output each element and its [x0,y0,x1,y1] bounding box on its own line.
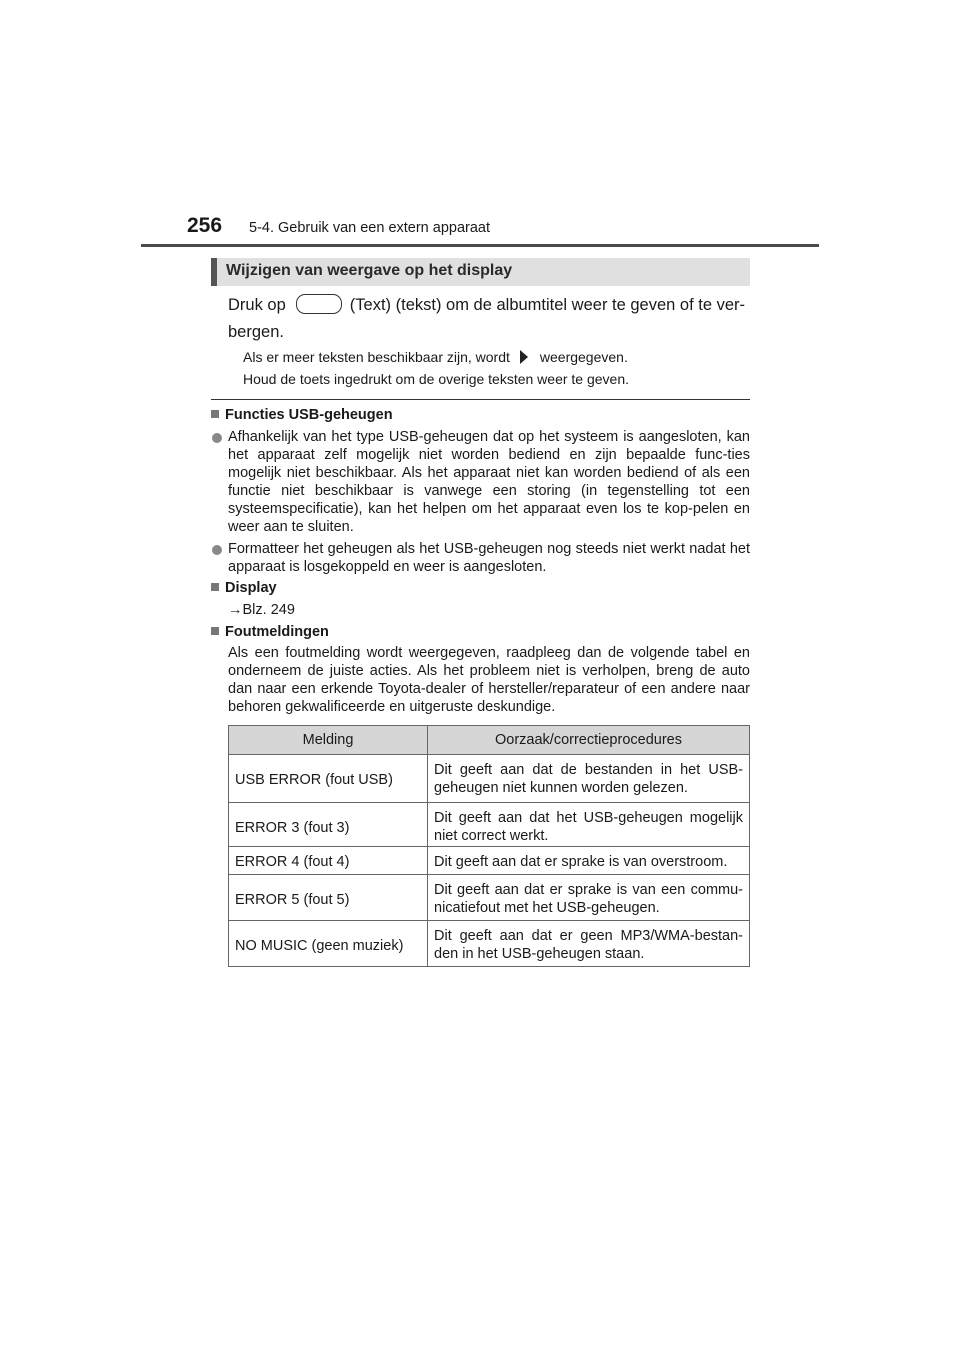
table-cell-cause: Dit geeft aan dat er geen MP3/WMA-bestan-den in het USB-geheugen staan. [428,921,750,967]
table-row [229,803,750,847]
table-cell-message: NO MUSIC (geen muziek) [229,921,428,967]
instruction-before: Druk op [228,296,286,314]
chapter-title: 5-4. Gebruik van een extern apparaat [249,220,491,236]
table-cell-cause: Dit geeft aan dat er sprake is van overstroom. [428,847,750,875]
header-rule [141,244,819,247]
display-page-ref[interactable]: →Blz. 249 [228,602,295,618]
table-cell-cause: Dit geeft aan dat er sprake is van een commu-nicatiefout met het USB-geheugen. [428,875,750,921]
table-row [229,755,750,803]
usb-note-heading [211,407,393,423]
table-cell-cause: Dit geeft aan dat de bestanden in het USB-geheugen niet kunnen worden gelezen. [428,755,750,803]
display-note-heading [211,580,277,596]
table-cell-message: ERROR 5 (fout 5) [229,875,428,921]
errors-note-text: Als een foutmelding wordt weergegeven, raadpleeg dan de volgende tabel en onderneem de juiste acties. Als het probleem niet is verholpen, breng de auto dan naar een erkende Toyota-dealer of hersteller/reparateur of een andere naar behoren gekwalificeerde en uitgeruste deskundige. [228,645,750,715]
info-line-1-after: weergegeven. [539,349,628,365]
table-cell-cause: Dit geeft aan dat het USB-geheugen mogelijk niet correct werkt. [428,803,750,847]
usb-bullet-2: Formatteer het geheugen als het USB-geheugen nog steeds niet werkt nadat het apparaat is losgekoppeld en weer is aangesloten. [228,541,750,575]
info-line-1 [243,347,628,367]
instruction [228,292,753,346]
square-bullet-icon [211,583,219,591]
text-button-icon [296,294,342,314]
table-row [229,875,750,921]
display-note-heading-text: Display [225,580,277,596]
table-header-cause: Oorzaak/correctieprocedures [428,726,750,755]
errors-note-heading [211,624,329,640]
section-heading-bar [211,258,750,286]
section-title: Wijzigen van weergave op het display [226,262,513,279]
table-header-message: Melding [229,726,428,755]
section-accent [211,258,217,286]
table-cell-message: USB ERROR (fout USB) [229,755,428,803]
page-number: 256 [187,214,223,237]
info-line-1-before: Als er meer teksten beschikbaar zijn, wordt [243,349,510,365]
bullet-dot-icon [212,545,222,555]
bullet-dot-icon [212,433,222,443]
usb-bullet-1: Afhankelijk van het type USB-geheugen dat op het systeem is aangesloten, kan het apparaat zelf mogelijk niet worden bediend en zijn bepaalde func-ties mogelijk niet beschikbaar. Als het apparaat niet kan worden bediend of als een functie niet beschikbaar is vanwege een storing (in tegenstelling tot een systeemspecificatie), kan het helpen om het apparaat even los te kop-pelen en weer aan te sluiten. [228,429,750,535]
section-divider [211,399,750,400]
square-bullet-icon [211,627,219,635]
instruction-after: (Text) (tekst) om de albumtitel weer te geven of te ver-bergen. [228,296,746,341]
table-row [229,921,750,967]
error-table [228,725,750,967]
table-cell-message: ERROR 3 (fout 3) [229,803,428,847]
play-arrow-icon [520,350,528,364]
table-row [229,847,750,875]
usb-note-heading-text: Functies USB-geheugen [225,407,393,423]
info-line-2: Houd de toets ingedrukt om de overige teksten weer te geven. [243,371,630,387]
table-header-row [229,726,750,755]
table-cell-message: ERROR 4 (fout 4) [229,847,428,875]
errors-note-heading-text: Foutmeldingen [225,624,329,640]
square-bullet-icon [211,410,219,418]
